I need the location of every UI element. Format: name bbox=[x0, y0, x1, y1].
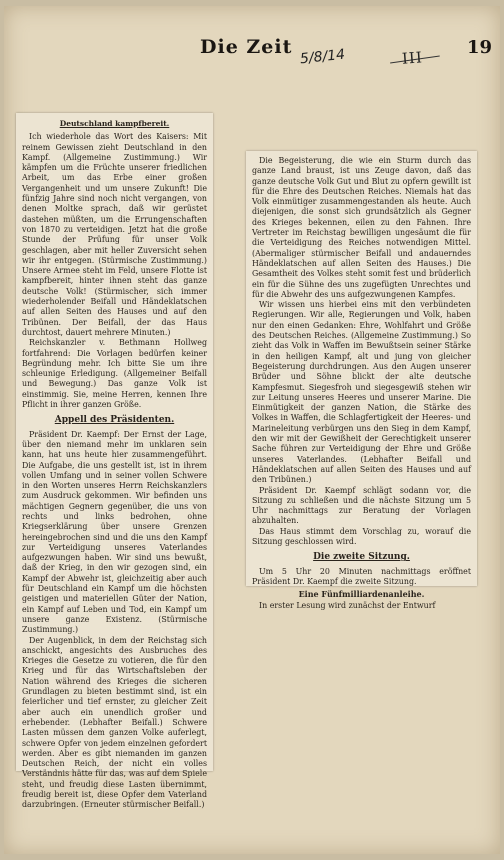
clipping-paragraph: Wir wissen uns hierbei eins mit den verbündeten Regierungen. Wir alle, Regierungen und Volk, haben nur den einen Gedanken: Ehre, Wohlfahrt und Größe des Deutschen Reiches. (Allgemeine Zustimmung.) So zieht das Volk in Waffen im Bewußtsein seiner Stärke in den heiligen Kampf, alt und jung von gleicher Begeisterung durchdrungen. Aus den Augen unserer Brüder und Söhne blickt der alte deutsche Kampfesmut. Siegesfroh und siegesgewiß stehen wir zur Leitung unseres Heeres und unserer Marine. Die Einmütigkeit der ganzen Nation, die Stärke des Volkes in Waffen, die Schlagfertigkeit der Heeres- und Marineleitung verbürgen uns den Sieg in dem Kampf, den wir mit der Gewißheit der Gerechtigkeit unserer Sache führen zur Verteidigung der Ehre und Größe unseres Vaterlandes. (Lebhafter Beifall und Händeklatschen auf allen Seiten des Hauses und auf den Tribünen.) bbox=[252, 300, 471, 485]
clipping-paragraph: Ich wiederhole das Wort des Kaisers: Mit reinem Gewissen zieht Deutschland in den Kampf. (Allgemeine Zustimmung.) Wir kämpfen um die Früchte unserer friedlichen Arbeit, um das Erbe einer großen Vergangenheit und um unsere Zukunft! Die fünfzig Jahre sind noch nicht vergangen, von denen Moltke sprach, daß wir gerüstet dastehen müßten, um die Errungenschaften von 1870 zu verteidigen. Jetzt hat die große Stunde der Prüfung für unser Volk geschlagen, aber mit heller Zuversicht sehen wir ihr entgegen. (Stürmische Zustimmung.) Unsere Armee steht im Feld, unsere Flotte ist kampfbereit, hinter ihnen steht das ganze deutsche Volk! (Stürmischer, sich immer wiederholender Beifall und Händeklatschen auf allen Seiten des Hauses und auf den Tribünen. Der Beifall, der das Haus durchtost, dauert mehrere Minuten.) bbox=[22, 132, 207, 337]
clipping-paragraph: Präsident Dr. Kaempf schlägt sodann vor, die Sitzung zu schließen und die nächste Sitzung um 5 Uhr nachmittags zur Beratung der Vorlagen abzuhalten. bbox=[252, 485, 471, 526]
left-newspaper-clipping bbox=[16, 113, 213, 810]
session-text: Um 5 Uhr 20 Minuten nachmittags eröffnet Präsident Dr. Kaempf die zweite Sitzung. bbox=[252, 566, 471, 586]
right-newspaper-clipping bbox=[246, 151, 477, 611]
clipping-paragraph: Das Haus stimmt dem Vorschlag zu, worauf die Sitzung geschlossen wird. bbox=[252, 526, 471, 546]
clipping-paragraph: Der Augenblick, in dem der Reichstag sich anschickt, angesichts des Ausbruches des Krieges die Gesetze zu votieren, die für den Krieg und für das Wirtschaftsleben der Nation während des Krieges die sicheren Grundlagen zu bieten bestimmt sind, ist ein feierlicher und tief ernster, zu gleicher Zeit aber auch ein unendlich großer und erhebender. (Lebhafter Beifall.) Schwere Lasten müssen dem ganzen Volke auferlegt, schwere Opfer von jedem einzelnen gefordert werden. Aber es gibt niemanden im ganzen Deutschen Reich, der nicht ein volles Verständnis hätte für das, was auf dem Spiele steht, und freudig diese Lasten übernimmt, freudig bereit ist, diese Opfer dem Vaterland darzubringen. (Erneuter stürmischer Beifall.) bbox=[22, 635, 207, 810]
newspaper-title: Die Zeit bbox=[200, 36, 293, 58]
clipping-paragraph: Die Begeisterung, die wie ein Sturm durch das ganze Land braust, ist uns Zeuge davon, daß das ganze deutsche Volk Gut und Blut zu opfern gewillt ist für die Ehre des Deutschen Reiches. Niemals hat das Volk einmütiger zusammengestanden als heute. Auch diejenigen, die sonst sich grundsätzlich als Gegner des Krieges bekennen, eilen zu den Fahnen. Ihre Vertreter im Reichstag bewilligen ungesäumt die für die Verteidigung des Reiches notwendigen Mittel. (Abermaliger stürmischer Beifall und andauerndes Händeklatschen auf allen Seiten des Hauses.) Die Gesamtheit des Volkes steht somit fest und brüderlich ein für die Sühne des uns zugefügten Unrechtes und für die Abwehr des uns aufgezwungenen Kampfes. bbox=[252, 156, 471, 299]
clipping-heading: Deutschland kampfbereit. bbox=[59, 119, 170, 128]
session-title: Die zweite Sitzung. bbox=[313, 552, 410, 563]
clipping-paragraph: Reichskanzler v. Bethmann Hollweg fortfahrend: Die Vorlagen bedürfen keiner Begründung mehr. Ich bitte Sie um ihre schleunige Erledigung. (Allgemeiner Beifall und Bewegung.) Das ganze Volk ist einstimmig. Sie, meine Herren, kennen Ihre Pflicht in ihrer ganzen Größe. bbox=[22, 338, 207, 410]
clipping-paragraph: Präsident Dr. Kaempf: Der Ernst der Lage, über den niemand mehr im unklaren sein kann, hat uns heute hier zusammengeführt. Die Aufgabe, die uns gestellt ist, ist in ihrem vollen Umfang und in seiner vollen Schwere in den Worten unseres Herrn Reichskanzlers zum Ausdruck gekommen. Wir befinden uns mächtigen Gegnern gegenüber, die uns von rechts und links bedrohen, ohne Kriegserklärung über unsere Grenzen hereingebrochen sind und die uns den Kampf zur Verteidigung unseres Vaterlandes aufgezwungen haben. Wir sind uns bewußt, daß der Krieg, in den wir gezogen sind, ein Kampf der Abwehr ist, gleichzeitig aber auch für Deutschland ein Kampf um die höchsten geistigen und materiellen Güter der Nation, ein Kampf auf Leben und Tod, ein Kampf um unsere ganze Existenz. (Stürmische Zustimmung.) bbox=[22, 429, 207, 635]
loan-title: Eine Fünfmilliardenanleihe. bbox=[298, 589, 425, 600]
page-number: 19 bbox=[467, 37, 493, 58]
handwritten-numeral: III bbox=[401, 48, 424, 68]
handwritten-date: 5/8/14 bbox=[299, 46, 346, 68]
section-title: Appell des Präsidenten. bbox=[54, 415, 175, 426]
loan-text: In erster Lesung wird zunächst der Entwurf bbox=[259, 601, 436, 611]
